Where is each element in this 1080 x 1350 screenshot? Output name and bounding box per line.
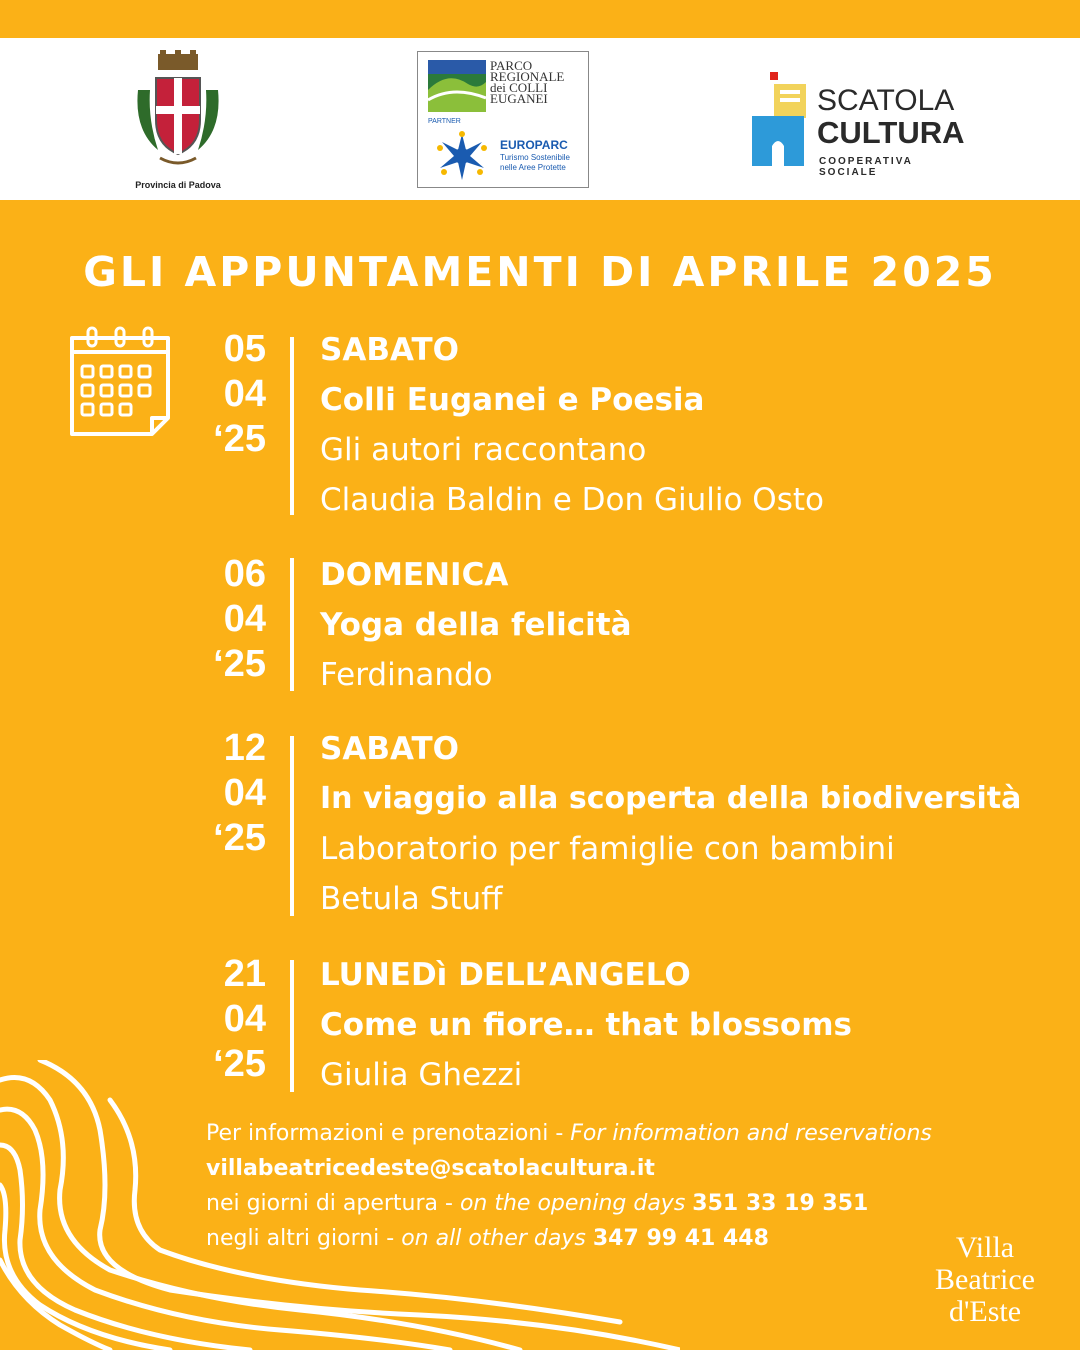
villa-logo-line: Villa (955, 1231, 1015, 1264)
event-detail: Gli autori raccontano (320, 432, 647, 468)
event-detail: Betula Stuff (320, 881, 503, 917)
event-weekday: SABATO (320, 332, 460, 368)
villa-logo-line: Beatrice (935, 1263, 1035, 1296)
parco-colli-euganei-logo (417, 51, 589, 188)
cultura-word: CULTURA (817, 115, 965, 150)
info-header-it: Per informazioni e prenotazioni - (206, 1121, 571, 1146)
event-title: In viaggio alla scoperta della biodiversità (320, 781, 1022, 816)
parco-title (490, 60, 586, 104)
event-date-month: 04 (223, 998, 266, 1040)
provincia-caption: Provincia di Padova (135, 180, 221, 190)
event-detail: Ferdinando (320, 657, 493, 693)
provincia-padova-logo (128, 50, 228, 190)
phone-opening-days[interactable]: 351 33 19 351 (692, 1191, 869, 1216)
event-date-day: 06 (223, 553, 266, 595)
event-date-month: 04 (223, 772, 266, 814)
villa-logo-line: d'Este (948, 1295, 1022, 1328)
europarc-subtitle-line: Turismo Sostenibile (500, 153, 570, 162)
parco-title-line: EUGANEI (490, 91, 548, 106)
email-link[interactable]: villabeatricedeste@scatolacultura.it (206, 1156, 655, 1181)
parco-title-line: PARCO (490, 58, 533, 73)
parco-logo-icon (428, 60, 486, 112)
page-title: GLI APPUNTAMENTI DI APRILE 2025 (83, 248, 997, 296)
other-days-it: negli altri giorni - (206, 1226, 402, 1251)
opening-days-it: nei giorni di apertura - (206, 1191, 460, 1216)
scatola-word: SCATOLA (817, 84, 955, 117)
event-title: Come un fiore… that blossoms (320, 1007, 852, 1043)
event-detail: Claudia Baldin e Don Giulio Osto (320, 482, 824, 518)
info-header-en: For information and reservations (570, 1121, 932, 1146)
europarc-label: EUROPARC (500, 138, 568, 152)
phone-other-days[interactable]: 347 99 41 448 (592, 1226, 769, 1251)
event-divider (290, 736, 294, 916)
event-date-day: 12 (223, 727, 266, 769)
event-date-day: 05 (223, 328, 266, 370)
event-date (200, 552, 266, 687)
other-days-line (206, 1221, 932, 1256)
europarc-subtitle-line: nelle Aree Protette (500, 163, 566, 172)
event-date-month: 04 (223, 598, 266, 640)
other-days-en: on all other days (401, 1226, 586, 1251)
event-detail: Laboratorio per famiglie con bambini (320, 831, 895, 867)
event-date-year: ‘25 (213, 418, 266, 460)
info-header (206, 1116, 932, 1151)
calendar-icon (66, 322, 174, 440)
opening-days-en: on the opening days (459, 1191, 686, 1216)
event-divider (290, 558, 294, 691)
event-title: Colli Euganei e Poesia (320, 382, 705, 418)
event-date-year: ‘25 (213, 643, 266, 685)
event-date-day: 21 (223, 953, 266, 995)
event-date-year: ‘25 (213, 817, 266, 859)
event-date-year: ‘25 (213, 1043, 266, 1085)
villa-beatrice-logo (900, 1232, 1070, 1328)
opening-days-line (206, 1186, 932, 1221)
event-date (200, 327, 266, 462)
cooperativa-sociale-label: COOPERATIVA SOCIALE (819, 156, 913, 178)
europarc-star-icon (434, 128, 490, 184)
europarc-subtitle (500, 153, 590, 173)
partner-label: PARTNER (428, 118, 461, 125)
event-weekday: DOMENICA (320, 557, 509, 593)
event-date (200, 726, 266, 861)
event-title: Yoga della felicità (320, 607, 632, 643)
scatola-cultura-logo-icon (750, 70, 812, 168)
event-weekday: LUNEDì DELL’ANGELO (320, 957, 691, 993)
coat-of-arms-icon (128, 50, 228, 172)
parco-title-line: REGIONALE (490, 69, 565, 84)
event-detail: Giulia Ghezzi (320, 1057, 523, 1093)
event-date-month: 04 (223, 373, 266, 415)
scatola-cultura-logo (750, 70, 970, 178)
event-text (320, 325, 824, 525)
event-text (320, 550, 631, 700)
event-text (320, 724, 1021, 924)
parco-title-line: dei COLLI (490, 80, 548, 95)
contact-info (206, 1116, 932, 1256)
event-weekday: SABATO (320, 731, 460, 767)
event-divider (290, 337, 294, 515)
